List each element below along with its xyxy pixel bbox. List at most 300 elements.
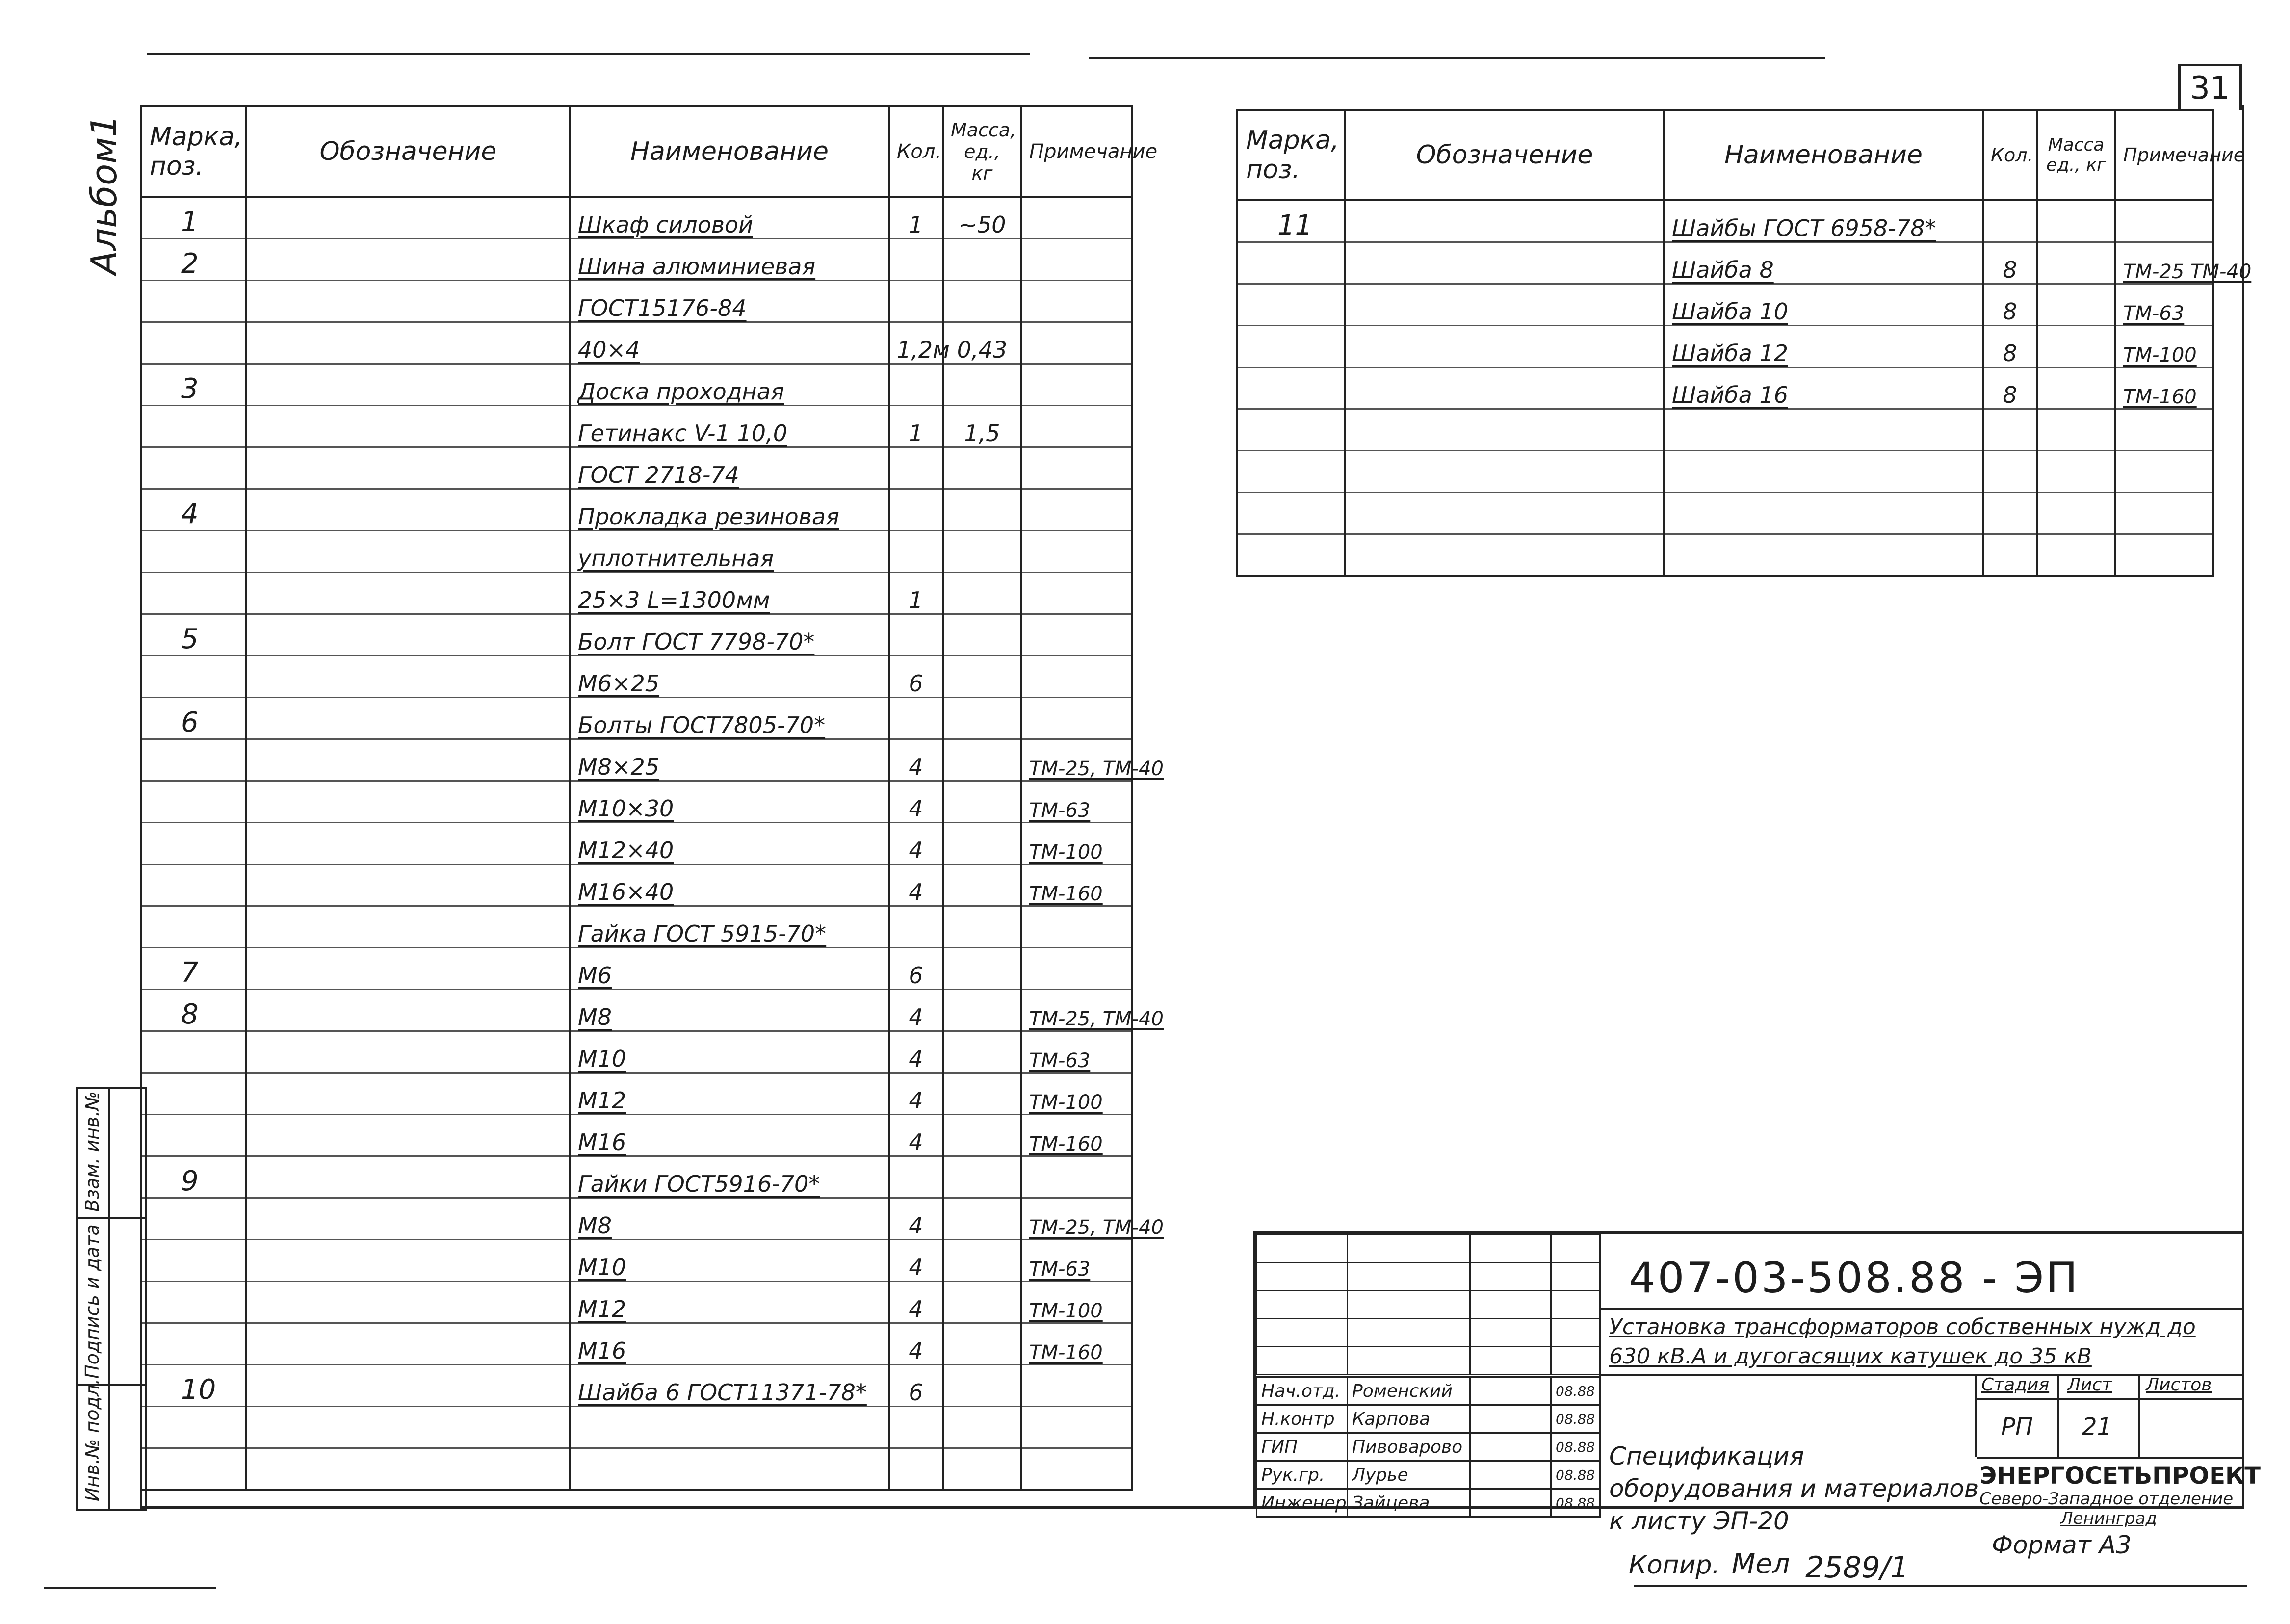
mark-cell — [141, 781, 246, 823]
name-cell: Гетинакс V-1 10,0 — [570, 406, 889, 447]
top-rule-right — [1089, 57, 1825, 59]
signer-signature — [1470, 1405, 1551, 1433]
mark-cell — [141, 1115, 246, 1156]
qty-cell: 4 — [889, 1282, 943, 1323]
header-name: Наименование — [1664, 110, 1983, 200]
top-rule — [147, 53, 1030, 55]
mass-cell: ~50 — [943, 197, 1021, 239]
mark-cell — [141, 1240, 246, 1282]
mass-cell — [2037, 200, 2115, 242]
qty-cell: 4 — [889, 1073, 943, 1115]
sheets-label: Листов — [2146, 1375, 2212, 1395]
name-cell: Шайба 10 — [1664, 284, 1983, 326]
signer-role: Нач.отд. — [1257, 1377, 1348, 1405]
mark-cell — [141, 1448, 246, 1491]
stage-value: РП — [2001, 1413, 2033, 1441]
designation-cell — [246, 197, 570, 239]
signer-signature — [1470, 1377, 1551, 1405]
note-cell: ТМ-25, ТМ-40 — [1021, 990, 1132, 1031]
note-cell — [1021, 614, 1132, 656]
mass-cell — [2037, 284, 2115, 326]
designation-cell — [246, 281, 570, 322]
signer-name: Пивоварово — [1348, 1433, 1470, 1461]
table-row — [1237, 409, 2213, 451]
table-row — [141, 489, 1132, 531]
mark-cell: 9 — [141, 1156, 246, 1198]
signer-role: Рук.гр. — [1257, 1461, 1348, 1489]
table-row — [141, 239, 1132, 281]
qty-cell — [889, 1156, 943, 1198]
note-cell: ТМ-100 — [1021, 1073, 1132, 1115]
qty-cell — [1983, 534, 2037, 576]
format-label: Формат А3 — [1992, 1531, 2132, 1559]
name-cell: Доска проходная — [570, 364, 889, 406]
table-row — [141, 1323, 1132, 1365]
mass-cell — [943, 906, 1021, 948]
name-cell: М8 — [570, 990, 889, 1031]
table-row — [141, 531, 1132, 573]
table-row — [1237, 284, 2213, 326]
qty-cell: 4 — [889, 1240, 943, 1282]
name-cell: ГОСТ 2718-74 — [570, 447, 889, 489]
name-cell: М6×25 — [570, 656, 889, 698]
note-cell — [2115, 200, 2213, 242]
note-cell: ТМ-63 — [1021, 1031, 1132, 1073]
copy-number: 2589/1 — [1805, 1550, 1909, 1585]
mark-cell — [1237, 326, 1345, 367]
mass-cell — [943, 698, 1021, 739]
signer-row — [1257, 1461, 1600, 1489]
designation-cell — [246, 906, 570, 948]
name-cell — [1664, 534, 1983, 576]
qty-cell — [889, 447, 943, 489]
mass-cell — [943, 781, 1021, 823]
designation-cell — [246, 614, 570, 656]
designation-cell — [1345, 200, 1664, 242]
mark-cell — [141, 864, 246, 906]
mark-cell — [141, 1031, 246, 1073]
designation-cell — [1345, 534, 1664, 576]
name-cell: М10 — [570, 1031, 889, 1073]
qty-cell — [889, 489, 943, 531]
name-cell — [1664, 451, 1983, 493]
table-row — [141, 322, 1132, 364]
qty-cell: 4 — [889, 1323, 943, 1365]
name-cell — [570, 1448, 889, 1491]
mass-cell: 0,43 — [943, 322, 1021, 364]
name-cell: М8×25 — [570, 739, 889, 781]
mark-cell: 2 — [141, 239, 246, 281]
note-cell — [1021, 698, 1132, 739]
table-row — [141, 1115, 1132, 1156]
note-cell — [1021, 322, 1132, 364]
note-cell — [2115, 451, 2213, 493]
header-note: Примечание — [1021, 106, 1132, 197]
qty-cell: 1 — [889, 197, 943, 239]
header-mass: Масса, ед., кг — [943, 106, 1021, 197]
name-cell: М16 — [570, 1115, 889, 1156]
header-mass: Масса ед., кг — [2037, 110, 2115, 200]
mark-cell — [141, 1198, 246, 1240]
signer-signature — [1470, 1433, 1551, 1461]
table-row — [1237, 367, 2213, 409]
mass-cell — [943, 1073, 1021, 1115]
mass-cell — [2037, 451, 2115, 493]
qty-cell — [889, 364, 943, 406]
bottom-rule — [44, 1587, 216, 1589]
table-row — [141, 1073, 1132, 1115]
qty-cell — [1983, 451, 2037, 493]
mass-cell — [2037, 409, 2115, 451]
qty-cell: 8 — [1983, 326, 2037, 367]
table-row — [141, 447, 1132, 489]
qty-cell — [1983, 409, 2037, 451]
header-designation: Обозначение — [246, 106, 570, 197]
signer-name: Роменский — [1348, 1377, 1470, 1405]
name-cell: Болт ГОСТ 7798-70* — [570, 614, 889, 656]
note-cell — [1021, 489, 1132, 531]
table-row — [141, 948, 1132, 990]
table-row — [141, 197, 1132, 239]
designation-cell — [246, 489, 570, 531]
designation-cell — [246, 739, 570, 781]
mass-cell — [943, 1407, 1021, 1448]
table-row — [141, 698, 1132, 739]
mark-cell — [141, 531, 246, 573]
note-cell: ТМ-25, ТМ-40 — [1021, 1198, 1132, 1240]
qty-cell — [889, 698, 943, 739]
mass-cell — [943, 489, 1021, 531]
table-row — [141, 1448, 1132, 1491]
mark-cell: 11 — [1237, 200, 1345, 242]
qty-cell — [889, 1448, 943, 1491]
name-cell: 25×3 L=1300мм — [570, 573, 889, 614]
sheet-label: Лист — [2067, 1375, 2112, 1395]
mark-cell — [1237, 534, 1345, 576]
designation-cell — [246, 447, 570, 489]
qty-cell: 1,2м — [889, 322, 943, 364]
mass-cell — [943, 948, 1021, 990]
mass-cell — [943, 1240, 1021, 1282]
side-vzam: Взам. инв.№ — [81, 1091, 103, 1212]
mark-cell — [141, 739, 246, 781]
name-cell: М12 — [570, 1073, 889, 1115]
org-dept: Северо-Западное отделение — [1979, 1489, 2234, 1509]
project-title: Установка трансформаторов собственных нужд до 630 кВ.А и дугогасящих катушек до 35 кВ — [1609, 1314, 2196, 1369]
qty-cell — [1983, 493, 2037, 534]
signer-signature — [1470, 1461, 1551, 1489]
signer-table — [1256, 1376, 1601, 1518]
name-cell: М10×30 — [570, 781, 889, 823]
note-cell — [2115, 534, 2213, 576]
mark-cell — [1237, 451, 1345, 493]
name-cell: Гайка ГОСТ 5915-70* — [570, 906, 889, 948]
name-cell: ГОСТ15176-84 — [570, 281, 889, 322]
header-designation: Обозначение — [1345, 110, 1664, 200]
signer-date: 08.88 — [1551, 1433, 1600, 1461]
mass-cell — [943, 739, 1021, 781]
mass-cell — [943, 364, 1021, 406]
mark-cell — [141, 1282, 246, 1323]
designation-cell — [1345, 242, 1664, 284]
signer-row — [1257, 1377, 1600, 1405]
designation-cell — [246, 531, 570, 573]
designation-cell — [246, 364, 570, 406]
name-cell: Гайки ГОСТ5916-70* — [570, 1156, 889, 1198]
mass-cell — [943, 864, 1021, 906]
mark-cell: 5 — [141, 614, 246, 656]
designation-cell — [1345, 451, 1664, 493]
note-cell — [1021, 447, 1132, 489]
designation-cell — [246, 656, 570, 698]
name-cell: Шкаф силовой — [570, 197, 889, 239]
designation-cell — [246, 990, 570, 1031]
name-cell: М12 — [570, 1282, 889, 1323]
signer-date: 08.88 — [1551, 1377, 1600, 1405]
mass-cell — [943, 1156, 1021, 1198]
table-row — [1237, 326, 2213, 367]
mass-cell — [943, 573, 1021, 614]
designation-cell — [246, 1198, 570, 1240]
note-cell: ТМ-160 — [1021, 1323, 1132, 1365]
left-spec-table — [140, 105, 1164, 1491]
mark-cell — [141, 1323, 246, 1365]
qty-cell: 4 — [889, 1198, 943, 1240]
signer-name: Зайцева — [1348, 1489, 1470, 1517]
qty-cell: 4 — [889, 1115, 943, 1156]
designation-cell — [1345, 493, 1664, 534]
mark-cell — [141, 281, 246, 322]
mass-cell — [943, 531, 1021, 573]
note-cell — [1021, 906, 1132, 948]
name-cell: Шайба 12 — [1664, 326, 1983, 367]
note-cell — [1021, 531, 1132, 573]
table-row — [141, 864, 1132, 906]
table-row — [141, 1156, 1132, 1198]
signer-name: Лурье — [1348, 1461, 1470, 1489]
mass-cell — [2037, 326, 2115, 367]
mark-cell — [141, 906, 246, 948]
name-cell: Шайба 8 — [1664, 242, 1983, 284]
sheet-title: Спецификация оборудования и материалов к листу ЭП-20 — [1609, 1442, 1979, 1535]
designation-cell — [246, 322, 570, 364]
name-cell: М12×40 — [570, 823, 889, 864]
qty-cell: 4 — [889, 990, 943, 1031]
mass-cell — [2037, 493, 2115, 534]
table-row — [141, 656, 1132, 698]
designation-cell — [246, 573, 570, 614]
qty-cell — [1983, 200, 2037, 242]
mark-cell — [141, 447, 246, 489]
mark-cell — [141, 573, 246, 614]
mass-cell — [943, 990, 1021, 1031]
table-row — [141, 1031, 1132, 1073]
table-row — [141, 906, 1132, 948]
mass-cell — [943, 1365, 1021, 1407]
designation-cell — [246, 1407, 570, 1448]
table-row — [1237, 534, 2213, 576]
name-cell: М8 — [570, 1198, 889, 1240]
name-cell: Прокладка резиновая — [570, 489, 889, 531]
note-cell — [1021, 1365, 1132, 1407]
table-row — [141, 406, 1132, 447]
designation-cell — [246, 1073, 570, 1115]
side-inv-podl: Инв.№ подл. — [81, 1378, 103, 1501]
note-cell: ТМ-63 — [2115, 284, 2213, 326]
signer-signature — [1470, 1489, 1551, 1517]
qty-cell: 6 — [889, 656, 943, 698]
table-row — [1237, 200, 2213, 242]
name-cell: Шайбы ГОСТ 6958-78* — [1664, 200, 1983, 242]
copy-sign: Мел — [1732, 1548, 1790, 1580]
stage-label: Стадия — [1981, 1375, 2050, 1395]
designation-cell — [246, 1448, 570, 1491]
signer-role: ГИП — [1257, 1433, 1348, 1461]
note-cell — [1021, 406, 1132, 447]
designation-cell — [246, 1323, 570, 1365]
table-row — [1237, 451, 2213, 493]
mark-cell: 3 — [141, 364, 246, 406]
table-row — [141, 1282, 1132, 1323]
mark-cell — [141, 322, 246, 364]
table-row — [141, 739, 1132, 781]
mass-cell: 1,5 — [943, 406, 1021, 447]
note-cell: ТМ-63 — [1021, 781, 1132, 823]
note-cell — [2115, 409, 2213, 451]
header-mark: Марка, поз. — [141, 106, 246, 197]
note-cell: ТМ-100 — [1021, 823, 1132, 864]
designation-cell — [1345, 367, 1664, 409]
page-number-box — [2178, 64, 2242, 110]
mass-cell — [943, 656, 1021, 698]
mass-cell — [943, 1448, 1021, 1491]
mark-cell — [141, 1407, 246, 1448]
qty-cell: 4 — [889, 823, 943, 864]
header-name: Наименование — [570, 106, 889, 197]
mark-cell: 6 — [141, 698, 246, 739]
designation-cell — [246, 698, 570, 739]
qty-cell — [889, 531, 943, 573]
table-row — [1237, 493, 2213, 534]
mass-cell — [943, 1198, 1021, 1240]
designation-cell — [246, 239, 570, 281]
note-cell: ТМ-100 — [1021, 1282, 1132, 1323]
table-row — [141, 1365, 1132, 1407]
designation-cell — [246, 781, 570, 823]
right-header-row — [1237, 110, 2213, 200]
designation-cell — [1345, 284, 1664, 326]
side-stamp — [76, 1087, 147, 1511]
note-cell: ТМ-160 — [1021, 1115, 1132, 1156]
designation-cell — [246, 823, 570, 864]
designation-cell — [246, 948, 570, 990]
name-cell: Болты ГОСТ7805-70* — [570, 698, 889, 739]
stage-grid — [1975, 1374, 2244, 1457]
qty-cell: 4 — [889, 781, 943, 823]
signer-date: 08.88 — [1551, 1489, 1600, 1517]
name-cell: Шайба 6 ГОСТ11371-78* — [570, 1365, 889, 1407]
note-cell: ТМ-160 — [1021, 864, 1132, 906]
qty-cell — [889, 239, 943, 281]
signer-row — [1257, 1433, 1600, 1461]
designation-cell — [246, 1282, 570, 1323]
right-spec-table — [1236, 109, 2252, 577]
bottom-rule-right — [1634, 1585, 2247, 1587]
designation-cell — [246, 1365, 570, 1407]
mark-cell — [1237, 493, 1345, 534]
name-cell: М16×40 — [570, 864, 889, 906]
org-name: ЭНЕРГОСЕТЬПРОЕКТ — [1979, 1462, 2261, 1490]
name-cell: Шина алюминиевая — [570, 239, 889, 281]
mark-cell — [1237, 284, 1345, 326]
qty-cell: 8 — [1983, 367, 2037, 409]
qty-cell — [889, 614, 943, 656]
mark-cell: 4 — [141, 489, 246, 531]
signer-date: 08.88 — [1551, 1405, 1600, 1433]
note-cell — [1021, 1448, 1132, 1491]
mark-cell: 7 — [141, 948, 246, 990]
table-row — [141, 614, 1132, 656]
note-cell: ТМ-25 ТМ-40 — [2115, 242, 2213, 284]
header-mark: Марка, поз. — [1237, 110, 1345, 200]
left-header-row — [141, 106, 1132, 197]
mark-cell — [1237, 367, 1345, 409]
note-cell — [2115, 493, 2213, 534]
designation-cell — [246, 1115, 570, 1156]
name-cell: М16 — [570, 1323, 889, 1365]
mass-cell — [2037, 534, 2115, 576]
note-cell: ТМ-63 — [1021, 1240, 1132, 1282]
note-cell — [1021, 364, 1132, 406]
name-cell: М10 — [570, 1240, 889, 1282]
signer-date: 08.88 — [1551, 1461, 1600, 1489]
mass-cell — [943, 1031, 1021, 1073]
copy-label: Копир. — [1629, 1550, 1720, 1580]
mark-cell — [141, 823, 246, 864]
name-cell — [570, 1407, 889, 1448]
qty-cell — [889, 906, 943, 948]
change-grid — [1256, 1234, 1601, 1375]
mark-cell — [1237, 409, 1345, 451]
qty-cell — [889, 281, 943, 322]
table-row — [141, 990, 1132, 1031]
table-row — [141, 1198, 1132, 1240]
qty-cell: 1 — [889, 406, 943, 447]
designation-cell — [246, 406, 570, 447]
note-cell — [1021, 239, 1132, 281]
signer-role: Инженер — [1257, 1489, 1348, 1517]
mark-cell — [141, 1073, 246, 1115]
name-cell: М6 — [570, 948, 889, 990]
qty-cell: 8 — [1983, 284, 2037, 326]
mass-cell — [943, 1323, 1021, 1365]
mass-cell — [943, 239, 1021, 281]
qty-cell: 4 — [889, 864, 943, 906]
doc-code: 407-03-508.88 - ЭП — [1629, 1254, 2080, 1303]
name-cell: уплотнительная — [570, 531, 889, 573]
note-cell — [1021, 656, 1132, 698]
qty-cell: 6 — [889, 948, 943, 990]
signer-name: Карпова — [1348, 1405, 1470, 1433]
mark-cell — [141, 406, 246, 447]
qty-cell: 4 — [889, 739, 943, 781]
page-number: 31 — [2190, 70, 2230, 106]
mark-cell: 10 — [141, 1365, 246, 1407]
mass-cell — [943, 447, 1021, 489]
side-podpis: Подпись и дата — [81, 1224, 103, 1379]
mark-cell — [1237, 242, 1345, 284]
title-block — [1253, 1231, 2261, 1535]
